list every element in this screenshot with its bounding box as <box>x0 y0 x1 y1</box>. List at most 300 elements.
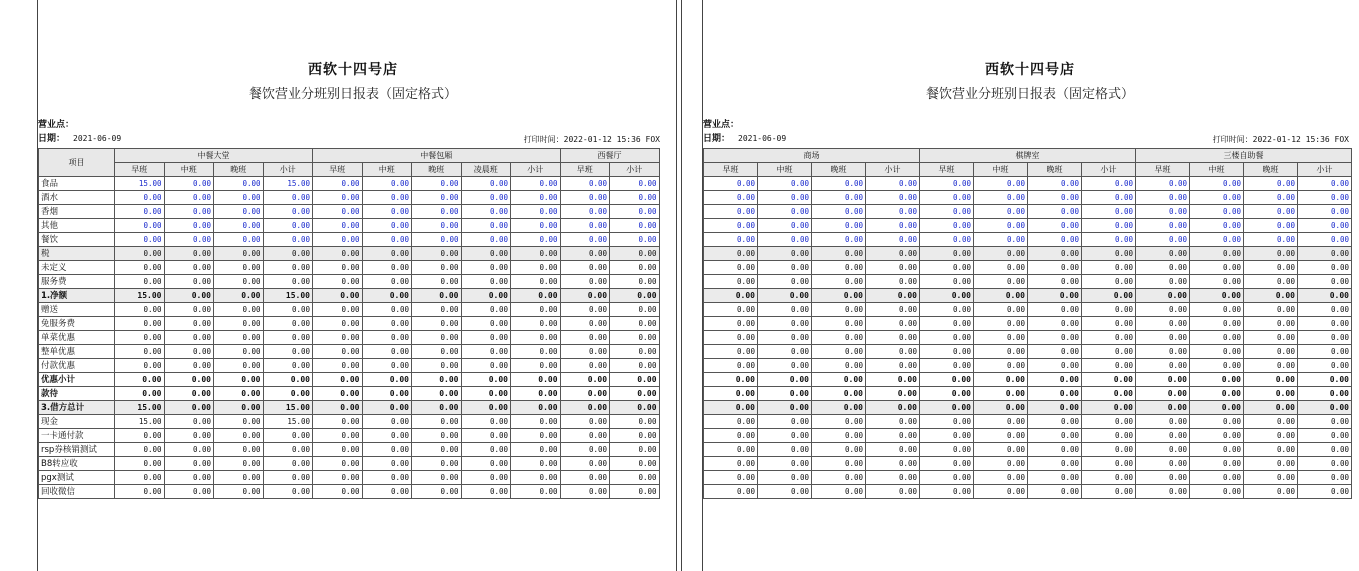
cell-value: 0.00 <box>1028 191 1082 205</box>
cell-value: 0.00 <box>313 247 363 261</box>
outlet-line <box>703 117 739 130</box>
cell-value: 0.00 <box>461 317 511 331</box>
cell-value: 15.00 <box>263 415 313 429</box>
cell-value: 0.00 <box>115 331 165 345</box>
cell-value: 0.00 <box>560 261 610 275</box>
cell-value: 0.00 <box>511 387 561 401</box>
table-row <box>39 485 660 499</box>
cell-value: 0.00 <box>704 429 758 443</box>
cell-value: 0.00 <box>1028 177 1082 191</box>
cell-value: 0.00 <box>214 429 264 443</box>
cell-value: 0.00 <box>1082 471 1136 485</box>
cell-value: 0.00 <box>115 471 165 485</box>
cell-value: 0.00 <box>560 303 610 317</box>
header-row-groups <box>704 149 1352 163</box>
cell-value: 0.00 <box>1298 401 1352 415</box>
cell-value: 0.00 <box>1028 219 1082 233</box>
date-value: 2021-06-09 <box>73 134 122 143</box>
shift-header: 中班 <box>974 163 1028 177</box>
cell-value: 0.00 <box>164 415 214 429</box>
cell-value: 0.00 <box>704 471 758 485</box>
cell-value: 0.00 <box>610 485 660 499</box>
cell-value: 0.00 <box>866 191 920 205</box>
cell-value: 0.00 <box>214 401 264 415</box>
cell-value: 0.00 <box>412 275 462 289</box>
cell-value: 0.00 <box>412 219 462 233</box>
cell-value: 0.00 <box>610 373 660 387</box>
table-row <box>704 345 1352 359</box>
shift-header: 中班 <box>1190 163 1244 177</box>
row-label: 整单优惠 <box>39 345 115 359</box>
shift-header: 早班 <box>920 163 974 177</box>
cell-value: 0.00 <box>313 303 363 317</box>
cell-value: 0.00 <box>313 345 363 359</box>
cell-value: 0.00 <box>164 401 214 415</box>
cell-value: 0.00 <box>610 247 660 261</box>
cell-value: 0.00 <box>1190 289 1244 303</box>
cell-value: 0.00 <box>115 233 165 247</box>
cell-value: 0.00 <box>704 191 758 205</box>
cell-value: 0.00 <box>362 303 412 317</box>
cell-value: 15.00 <box>263 401 313 415</box>
table-row <box>39 233 660 247</box>
cell-value: 0.00 <box>866 401 920 415</box>
cell-value: 0.00 <box>1082 233 1136 247</box>
cell-value: 0.00 <box>560 401 610 415</box>
cell-value: 0.00 <box>920 373 974 387</box>
cell-value: 0.00 <box>812 345 866 359</box>
cell-value: 0.00 <box>758 233 812 247</box>
cell-value: 0.00 <box>1244 219 1298 233</box>
cell-value: 0.00 <box>511 485 561 499</box>
cell-value: 0.00 <box>362 233 412 247</box>
cell-value: 0.00 <box>812 261 866 275</box>
shift-header: 小计 <box>511 163 561 177</box>
cell-value: 0.00 <box>610 443 660 457</box>
store-name: 西软十四号店 <box>308 62 398 78</box>
table-row <box>39 429 660 443</box>
cell-value: 0.00 <box>920 387 974 401</box>
cell-value: 0.00 <box>313 177 363 191</box>
table-row <box>39 415 660 429</box>
cell-value: 0.00 <box>214 275 264 289</box>
cell-value: 0.00 <box>974 331 1028 345</box>
cell-value: 0.00 <box>313 289 363 303</box>
cell-value: 0.00 <box>560 387 610 401</box>
cell-value: 0.00 <box>263 303 313 317</box>
table-row <box>39 387 660 401</box>
cell-value: 0.00 <box>1190 177 1244 191</box>
table-row <box>704 177 1352 191</box>
cell-value: 0.00 <box>461 191 511 205</box>
cell-value: 0.00 <box>1082 485 1136 499</box>
cell-value: 15.00 <box>115 415 165 429</box>
cell-value: 0.00 <box>920 331 974 345</box>
print-time: 打印时间：2022-01-12 15:36 FOX <box>523 135 660 144</box>
cell-value: 0.00 <box>1136 429 1190 443</box>
cell-value: 0.00 <box>1190 261 1244 275</box>
cell-value: 0.00 <box>866 247 920 261</box>
cell-value: 0.00 <box>461 401 511 415</box>
cell-value: 0.00 <box>704 345 758 359</box>
cell-value: 0.00 <box>362 205 412 219</box>
shift-header: 晚班 <box>214 163 264 177</box>
cell-value: 0.00 <box>313 261 363 275</box>
cell-value: 0.00 <box>461 331 511 345</box>
cell-value: 0.00 <box>461 429 511 443</box>
cell-value: 0.00 <box>1028 373 1082 387</box>
cell-value: 0.00 <box>313 233 363 247</box>
cell-value: 0.00 <box>412 289 462 303</box>
cell-value: 0.00 <box>758 177 812 191</box>
table-row <box>704 471 1352 485</box>
cell-value: 0.00 <box>1082 345 1136 359</box>
cell-value: 0.00 <box>115 247 165 261</box>
cell-value: 0.00 <box>974 205 1028 219</box>
table-row <box>704 331 1352 345</box>
cell-value: 0.00 <box>461 387 511 401</box>
cell-value: 0.00 <box>920 429 974 443</box>
row-label: 优惠小计 <box>39 373 115 387</box>
cell-value: 0.00 <box>920 359 974 373</box>
cell-value: 0.00 <box>461 303 511 317</box>
cell-value: 0.00 <box>974 289 1028 303</box>
cell-value: 0.00 <box>866 429 920 443</box>
row-label: 款待 <box>39 387 115 401</box>
cell-value: 0.00 <box>974 219 1028 233</box>
cell-value: 0.00 <box>511 443 561 457</box>
header-row-shifts <box>704 163 1352 177</box>
cell-value: 0.00 <box>920 191 974 205</box>
cell-value: 0.00 <box>1298 233 1352 247</box>
cell-value: 0.00 <box>412 261 462 275</box>
cell-value: 0.00 <box>362 373 412 387</box>
row-label: 1.净额 <box>39 289 115 303</box>
cell-value: 0.00 <box>1298 443 1352 457</box>
cell-value: 0.00 <box>920 233 974 247</box>
cell-value: 0.00 <box>1298 219 1352 233</box>
cell-value: 0.00 <box>1136 485 1190 499</box>
cell-value: 0.00 <box>1190 373 1244 387</box>
shift-header: 凌晨班 <box>461 163 511 177</box>
cell-value: 0.00 <box>362 191 412 205</box>
cell-value: 0.00 <box>1082 247 1136 261</box>
row-label: rsp券核销测试 <box>39 443 115 457</box>
cell-value: 0.00 <box>866 415 920 429</box>
cell-value: 0.00 <box>1298 177 1352 191</box>
cell-value: 0.00 <box>1298 457 1352 471</box>
table-row <box>39 401 660 415</box>
cell-value: 0.00 <box>1028 457 1082 471</box>
cell-value: 0.00 <box>1298 205 1352 219</box>
cell-value: 0.00 <box>313 415 363 429</box>
cell-value: 0.00 <box>758 429 812 443</box>
shift-header: 中班 <box>758 163 812 177</box>
cell-value: 0.00 <box>812 443 866 457</box>
table-row <box>39 317 660 331</box>
cell-value: 0.00 <box>1136 387 1190 401</box>
report-page-left[interactable] <box>38 0 668 571</box>
cell-value: 0.00 <box>362 387 412 401</box>
cell-value: 0.00 <box>362 275 412 289</box>
cell-value: 0.00 <box>866 289 920 303</box>
cell-value: 0.00 <box>1028 317 1082 331</box>
date-line <box>38 131 121 144</box>
cell-value: 0.00 <box>362 289 412 303</box>
cell-value: 0.00 <box>412 485 462 499</box>
cell-value: 0.00 <box>610 429 660 443</box>
cell-value: 0.00 <box>263 219 313 233</box>
cell-value: 0.00 <box>812 247 866 261</box>
cell-value: 0.00 <box>461 261 511 275</box>
cell-value: 0.00 <box>1244 289 1298 303</box>
cell-value: 0.00 <box>1298 289 1352 303</box>
cell-value: 0.00 <box>362 177 412 191</box>
cell-value: 0.00 <box>974 471 1028 485</box>
cell-value: 0.00 <box>1190 247 1244 261</box>
cell-value: 0.00 <box>1136 471 1190 485</box>
cell-value: 0.00 <box>1298 387 1352 401</box>
cell-value: 0.00 <box>560 275 610 289</box>
cell-value: 0.00 <box>511 261 561 275</box>
cell-value: 0.00 <box>1136 331 1190 345</box>
cell-value: 0.00 <box>313 331 363 345</box>
cell-value: 0.00 <box>461 177 511 191</box>
cell-value: 0.00 <box>263 317 313 331</box>
cell-value: 0.00 <box>866 303 920 317</box>
cell-value: 0.00 <box>1298 331 1352 345</box>
cell-value: 0.00 <box>812 275 866 289</box>
cell-value: 0.00 <box>1190 233 1244 247</box>
cell-value: 0.00 <box>164 457 214 471</box>
table-row <box>704 219 1352 233</box>
cell-value: 0.00 <box>812 471 866 485</box>
table-row <box>39 191 660 205</box>
cell-value: 0.00 <box>511 457 561 471</box>
cell-value: 0.00 <box>758 317 812 331</box>
outlet-label: 营业点： <box>703 120 740 130</box>
cell-value: 0.00 <box>866 317 920 331</box>
shift-header: 晚班 <box>812 163 866 177</box>
cell-value: 0.00 <box>1136 401 1190 415</box>
cell-value: 0.00 <box>263 275 313 289</box>
cell-value: 0.00 <box>1082 415 1136 429</box>
table-row <box>39 177 660 191</box>
cell-value: 0.00 <box>1190 415 1244 429</box>
header-row-shifts <box>39 163 660 177</box>
cell-value: 0.00 <box>812 401 866 415</box>
cell-value: 0.00 <box>1190 429 1244 443</box>
group-header: 三楼自助餐 <box>1136 149 1352 163</box>
cell-value: 0.00 <box>1136 205 1190 219</box>
cell-value: 0.00 <box>263 443 313 457</box>
table-row <box>704 415 1352 429</box>
cell-value: 0.00 <box>461 485 511 499</box>
cell-value: 0.00 <box>758 275 812 289</box>
cell-value: 0.00 <box>313 429 363 443</box>
cell-value: 0.00 <box>920 177 974 191</box>
table-row <box>704 443 1352 457</box>
row-label: 单菜优惠 <box>39 331 115 345</box>
cell-value: 0.00 <box>610 359 660 373</box>
cell-value: 0.00 <box>1244 429 1298 443</box>
cell-value: 0.00 <box>1244 373 1298 387</box>
cell-value: 0.00 <box>1190 401 1244 415</box>
cell-value: 0.00 <box>1136 191 1190 205</box>
cell-value: 0.00 <box>866 345 920 359</box>
cell-value: 0.00 <box>214 485 264 499</box>
cell-value: 0.00 <box>1082 317 1136 331</box>
cell-value: 0.00 <box>461 443 511 457</box>
cell-value: 0.00 <box>758 191 812 205</box>
table-row <box>704 233 1352 247</box>
cell-value: 0.00 <box>974 359 1028 373</box>
cell-value: 0.00 <box>214 289 264 303</box>
cell-value: 0.00 <box>1028 471 1082 485</box>
cell-value: 0.00 <box>164 219 214 233</box>
cell-value: 0.00 <box>920 401 974 415</box>
cell-value: 0.00 <box>1190 205 1244 219</box>
cell-value: 0.00 <box>610 177 660 191</box>
cell-value: 0.00 <box>115 191 165 205</box>
cell-value: 0.00 <box>812 387 866 401</box>
table-row <box>39 275 660 289</box>
table-row <box>704 191 1352 205</box>
cell-value: 0.00 <box>610 219 660 233</box>
cell-value: 0.00 <box>461 359 511 373</box>
cell-value: 0.00 <box>1190 317 1244 331</box>
cell-value: 0.00 <box>974 191 1028 205</box>
cell-value: 0.00 <box>1190 331 1244 345</box>
cell-value: 0.00 <box>610 345 660 359</box>
cell-value: 0.00 <box>610 471 660 485</box>
cell-value: 0.00 <box>313 457 363 471</box>
cell-value: 0.00 <box>263 457 313 471</box>
table-row <box>704 261 1352 275</box>
cell-value: 0.00 <box>263 205 313 219</box>
row-label: 未定义 <box>39 261 115 275</box>
cell-value: 0.00 <box>866 485 920 499</box>
cell-value: 0.00 <box>1298 471 1352 485</box>
cell-value: 0.00 <box>1244 485 1298 499</box>
store-name: 西软十四号店 <box>985 62 1075 78</box>
cell-value: 0.00 <box>511 401 561 415</box>
cell-value: 0.00 <box>610 275 660 289</box>
cell-value: 0.00 <box>1028 345 1082 359</box>
cell-value: 0.00 <box>704 303 758 317</box>
cell-value: 0.00 <box>164 331 214 345</box>
cell-value: 0.00 <box>758 205 812 219</box>
cell-value: 0.00 <box>974 275 1028 289</box>
cell-value: 0.00 <box>1244 205 1298 219</box>
shift-header: 早班 <box>313 163 363 177</box>
cell-value: 0.00 <box>610 457 660 471</box>
cell-value: 0.00 <box>1028 387 1082 401</box>
cell-value: 0.00 <box>412 317 462 331</box>
report-page-right[interactable] <box>703 0 1357 571</box>
cell-value: 0.00 <box>974 401 1028 415</box>
cell-value: 0.00 <box>362 415 412 429</box>
cell-value: 0.00 <box>1298 275 1352 289</box>
cell-value: 0.00 <box>214 191 264 205</box>
cell-value: 0.00 <box>920 205 974 219</box>
page-divider-b <box>681 0 682 571</box>
row-label: 现金 <box>39 415 115 429</box>
row-label: 赠送 <box>39 303 115 317</box>
cell-value: 0.00 <box>214 471 264 485</box>
table-row <box>704 247 1352 261</box>
cell-value: 0.00 <box>1028 205 1082 219</box>
cell-value: 0.00 <box>1028 247 1082 261</box>
cell-value: 0.00 <box>511 373 561 387</box>
cell-value: 0.00 <box>511 303 561 317</box>
cell-value: 0.00 <box>412 331 462 345</box>
cell-value: 0.00 <box>920 485 974 499</box>
cell-value: 0.00 <box>866 205 920 219</box>
cell-value: 0.00 <box>115 443 165 457</box>
table-row <box>704 373 1352 387</box>
cell-value: 0.00 <box>560 429 610 443</box>
cell-value: 0.00 <box>610 233 660 247</box>
cell-value: 0.00 <box>1136 373 1190 387</box>
cell-value: 0.00 <box>1244 345 1298 359</box>
cell-value: 0.00 <box>263 191 313 205</box>
cell-value: 0.00 <box>610 289 660 303</box>
cell-value: 0.00 <box>1082 261 1136 275</box>
cell-value: 0.00 <box>263 331 313 345</box>
cell-value: 0.00 <box>560 219 610 233</box>
cell-value: 0.00 <box>1082 373 1136 387</box>
table-row <box>704 429 1352 443</box>
table-row <box>704 457 1352 471</box>
shift-header: 早班 <box>115 163 165 177</box>
cell-value: 0.00 <box>313 275 363 289</box>
shift-header: 小计 <box>610 163 660 177</box>
cell-value: 0.00 <box>412 443 462 457</box>
cell-value: 0.00 <box>1136 303 1190 317</box>
cell-value: 0.00 <box>704 289 758 303</box>
cell-value: 0.00 <box>115 317 165 331</box>
cell-value: 0.00 <box>1244 261 1298 275</box>
cell-value: 0.00 <box>1244 247 1298 261</box>
cell-value: 0.00 <box>812 457 866 471</box>
cell-value: 0.00 <box>412 387 462 401</box>
cell-value: 0.00 <box>164 485 214 499</box>
cell-value: 0.00 <box>164 387 214 401</box>
cell-value: 0.00 <box>704 205 758 219</box>
print-time: 打印时间：2022-01-12 15:36 FOX <box>1212 135 1349 144</box>
cell-value: 0.00 <box>263 471 313 485</box>
cell-value: 0.00 <box>214 317 264 331</box>
row-label: 税 <box>39 247 115 261</box>
cell-value: 0.00 <box>164 303 214 317</box>
cell-value: 0.00 <box>412 373 462 387</box>
cell-value: 0.00 <box>461 219 511 233</box>
cell-value: 0.00 <box>866 457 920 471</box>
cell-value: 0.00 <box>214 415 264 429</box>
cell-value: 0.00 <box>511 289 561 303</box>
cell-value: 0.00 <box>461 247 511 261</box>
cell-value: 0.00 <box>974 303 1028 317</box>
cell-value: 0.00 <box>812 373 866 387</box>
cell-value: 0.00 <box>560 247 610 261</box>
cell-value: 0.00 <box>704 387 758 401</box>
cell-value: 0.00 <box>461 471 511 485</box>
cell-value: 0.00 <box>313 191 363 205</box>
cell-value: 0.00 <box>610 401 660 415</box>
cell-value: 0.00 <box>1298 191 1352 205</box>
cell-value: 0.00 <box>866 219 920 233</box>
